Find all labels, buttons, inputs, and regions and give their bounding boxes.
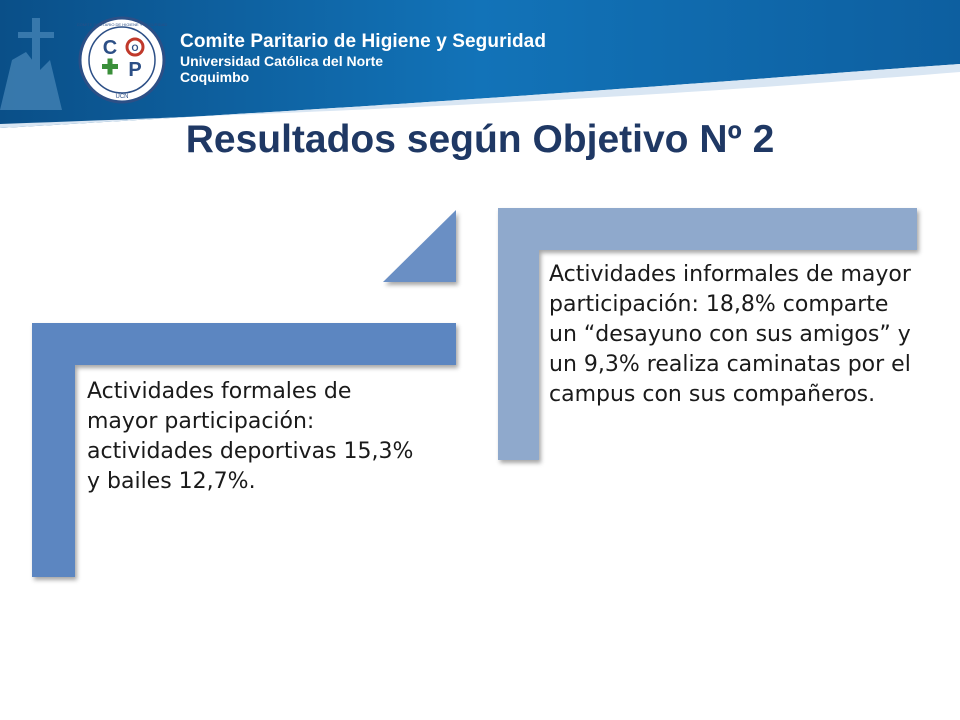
- campus-name: Coquimbo: [180, 69, 250, 85]
- logo-ring-text-bottom: UCN: [115, 94, 129, 100]
- logo-letter-p: P: [128, 59, 142, 81]
- slide-title: Resultados según Objetivo Nº 2: [185, 118, 775, 161]
- up-arrow-triangle: [383, 210, 456, 282]
- logo-letter-c: C: [102, 37, 118, 59]
- organization-name: Comite Paritario de Higiene y Seguridad: [180, 31, 547, 52]
- formal-activities-text: Actividades formales de mayor participación: actividades deportivas 15,3% y bailes 12,7%.: [87, 379, 414, 494]
- informal-activities-text: Actividades informales de mayor participación: 18,8% comparte un “desayuno con sus amigos” y un 9,3% realiza caminatas por el campus con sus compañeros.: [549, 262, 911, 407]
- logo-letter-o: O: [131, 43, 139, 53]
- university-name: Universidad Católica del Norte: [180, 53, 384, 69]
- logo-ring-text-top: COMITE PARITARIO DE HIGIENE Y SEGURIDAD: [76, 22, 168, 27]
